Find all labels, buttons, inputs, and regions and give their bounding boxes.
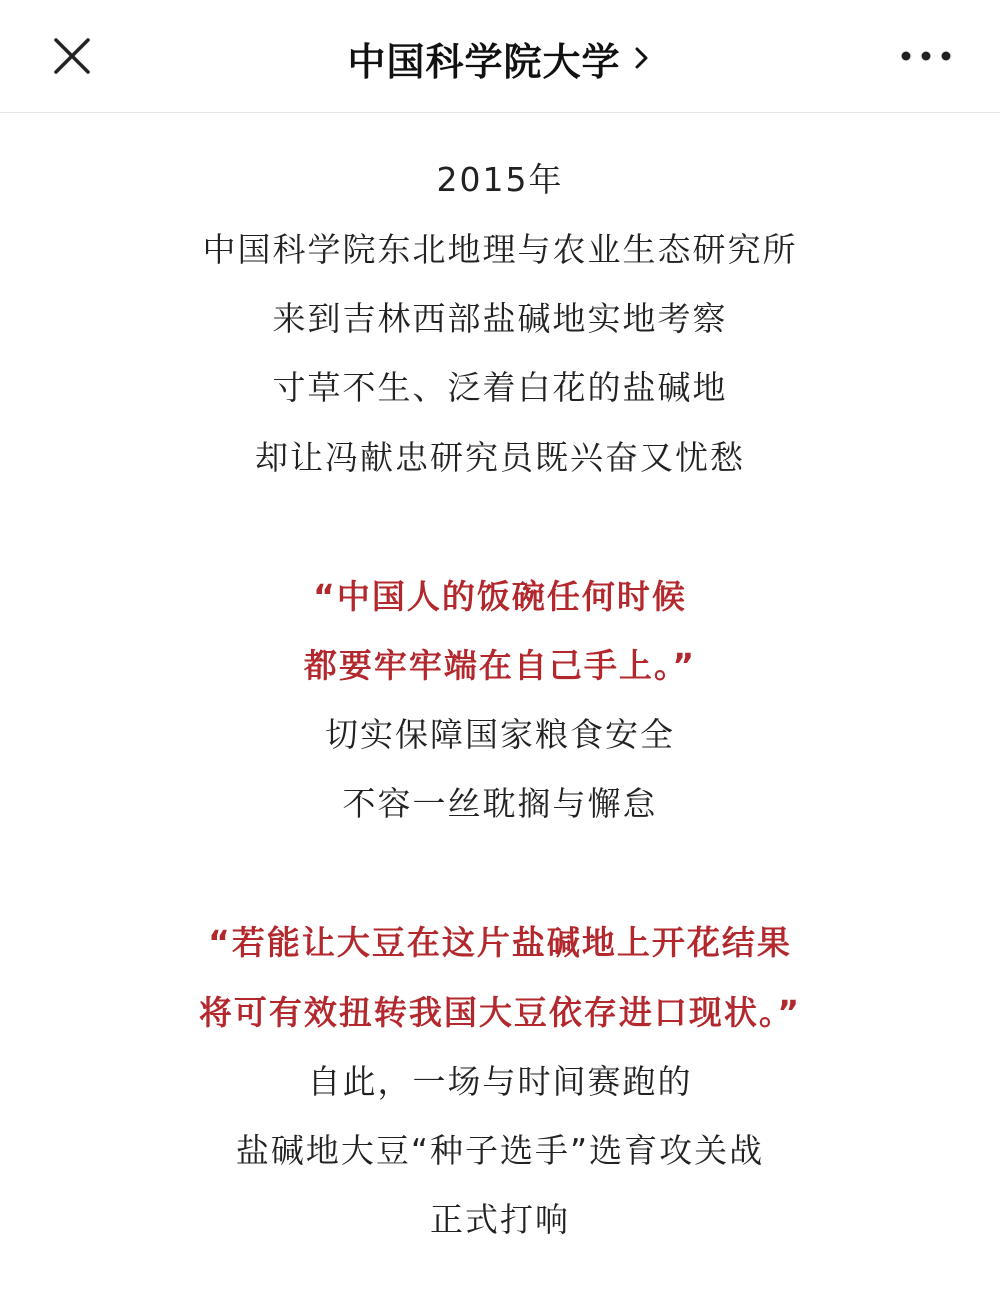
page-title[interactable]: 中国科学院大学 (347, 39, 621, 84)
top-navigation-bar (0, 0, 1000, 113)
article-line: 却让冯献忠研究员既兴奋又忧愁 (255, 438, 745, 477)
article-line: 中国科学院东北地理与农业生态研究所 (202, 230, 798, 269)
highlighted-quote-line: “中国人的饭碗任何时候 (313, 577, 687, 616)
account-title-link[interactable] (0, 30, 1000, 86)
article-line: 自此，一场与时间赛跑的 (307, 1062, 693, 1101)
highlighted-quote-line: 将可有效扭转我国大豆依存进口现状。” (198, 993, 802, 1032)
article-line: 盐碱地大豆“种子选手”选育攻关战 (235, 1131, 765, 1170)
more-icon (896, 36, 956, 76)
article-body (0, 112, 1000, 1294)
article-line: 来到吉林西部盐碱地实地考察 (272, 299, 728, 338)
chevron-right-icon (631, 42, 653, 74)
more-options-button[interactable] (896, 36, 956, 76)
highlighted-quote-line: “若能让大豆在这片盐碱地上开花结果 (208, 923, 792, 962)
article-line: 不容一丝耽搁与懈怠 (342, 784, 658, 823)
highlighted-quote-line: 都要牢牢端在自己手上。” (303, 646, 697, 685)
article-line: 2015年 (436, 160, 564, 199)
article-line: 寸草不生、泛着白花的盐碱地 (272, 368, 728, 407)
article-line: 正式打响 (430, 1200, 570, 1239)
article-line: 切实保障国家粮食安全 (325, 715, 675, 754)
